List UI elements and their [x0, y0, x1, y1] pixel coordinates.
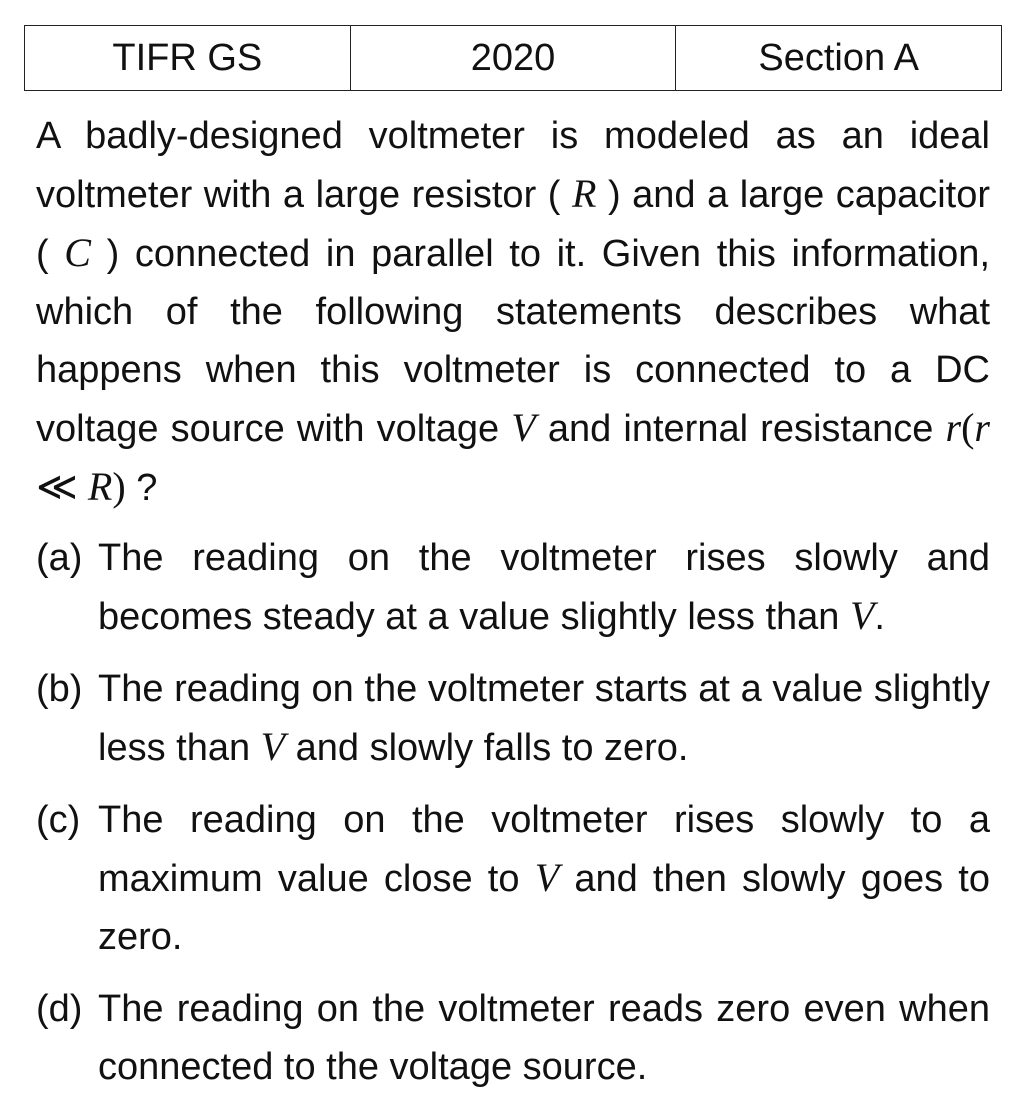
voltage-symbol: V [260, 724, 286, 769]
option-text-part: The reading on the voltmeter rises slowly to a maximum value close to [98, 799, 990, 900]
condition-R-symbol: R [87, 464, 113, 509]
condition-r-symbol: r [974, 405, 990, 450]
condition-paren-close: ) [112, 464, 126, 509]
option-a[interactable] [36, 529, 990, 646]
option-text-part: and slowly falls to zero. [285, 727, 689, 769]
option-text [98, 791, 990, 966]
option-text [98, 529, 990, 646]
exam-name-cell: TIFR GS [25, 26, 351, 91]
option-text [98, 660, 990, 777]
option-c[interactable] [36, 791, 990, 966]
exam-year-cell: 2020 [350, 26, 676, 91]
option-text-part: . [874, 596, 885, 638]
option-b[interactable] [36, 660, 990, 777]
question-text-part: ) connected in parallel to it. Given this information, which of the following statements describes what happens when this voltmeter is connected to a DC voltage source with voltage [36, 233, 990, 450]
voltage-symbol: V [511, 405, 536, 450]
option-label: (b) [36, 668, 83, 710]
option-text-part: The reading on the voltmeter starts at a value slightly less than [98, 668, 990, 769]
option-text-part: and then slowly goes to zero. [98, 858, 990, 958]
exam-section-cell: Section A [676, 26, 1002, 91]
option-label: (a) [36, 537, 83, 579]
option-d[interactable] [36, 980, 990, 1096]
question-text-part: A badly-designed voltmeter is modeled as an ideal voltmeter with a large resistor ( [36, 115, 990, 216]
header-row [25, 26, 1002, 91]
internal-resistance-symbol: r [945, 405, 962, 450]
option-label: (d) [36, 988, 83, 1030]
much-less-than-symbol: ≪ [36, 464, 88, 509]
capacitor-symbol: C [64, 230, 91, 275]
question-text-part: and internal resistance [535, 408, 946, 450]
voltage-symbol: V [534, 855, 560, 900]
option-label: (c) [36, 799, 81, 841]
question-text-part: ) and a large capacitor ( [36, 174, 990, 275]
option-text: The reading on the voltmeter reads zero even when connected to the voltage source. [98, 988, 990, 1088]
question-mark: ? [125, 467, 158, 509]
resistor-symbol: R [571, 171, 597, 216]
voltage-symbol: V [849, 593, 875, 638]
question-text [36, 107, 990, 517]
header-table [24, 25, 1002, 91]
option-text-part: The reading on the voltmeter rises slowly and becomes steady at a value slightly less than [98, 537, 990, 638]
condition-paren-open: ( [961, 405, 975, 450]
